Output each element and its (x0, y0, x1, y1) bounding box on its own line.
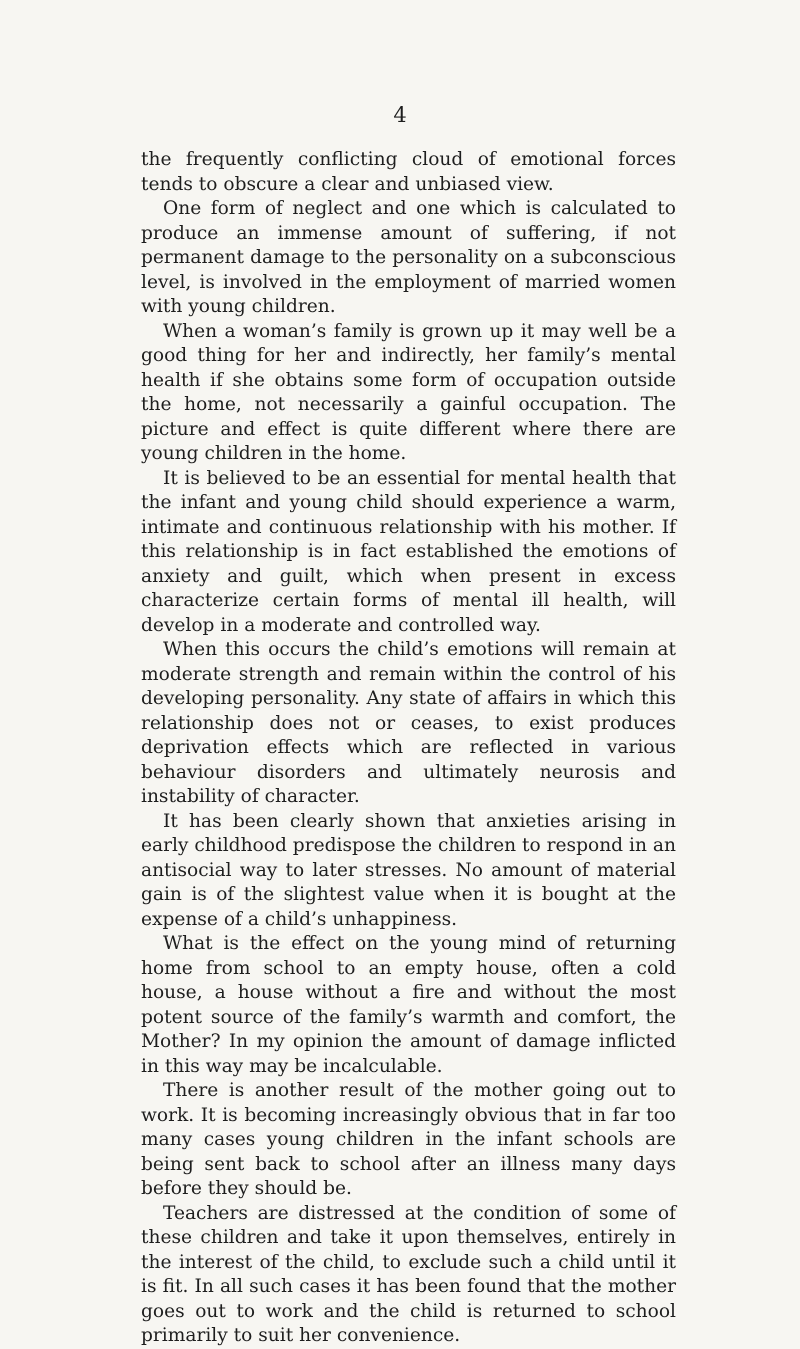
paragraph: Teachers are distressed at the condition of some of these children and take it upon themselves, entirely in the interest of the child, to exclude such a child until it is fit. In all such cases it has been found that the mother goes out to work and the child is returned to school primarily to suit her convenience. (141, 1202, 676, 1346)
paragraph: One form of neglect and one which is calculated to produce an immense amount of suffering, if not permanent damage to the personality on a subconscious level, is involved in the employment of married women with young children. (141, 198, 676, 317)
page-number: 4 (393, 103, 407, 127)
paragraph: When this occurs the child’s emotions will remain at moderate strength and remain within the control of his developing personality. Any state of affairs in which this relationship does not or ceases, to exist produces deprivation effects which are reflected in various behaviour disorders and ultimately neurosis and instability of character. (141, 639, 676, 807)
paragraph: There is another result of the mother going out to work. It is becoming increasingly obvious that in far too many cases young children in the infant schools are being sent back to school after an illness many days before they should be. (141, 1080, 676, 1199)
paragraph: What is the effect on the young mind of returning home from school to an empty house, often a cold house, a house without a fire and without the most potent source of the family’s warmth and comfort, the Mother? In my opinion the amount of damage inflicted in this way may be incalculable. (141, 933, 676, 1077)
paragraph: When a woman’s family is grown up it may well be a good thing for her and indirectly, her family’s mental health if she obtains some form of occupation outside the home, not necessarily a gainful occupation. The picture and effect is quite different where there are young children in the home. (141, 320, 676, 464)
paragraph: It has been clearly shown that anxieties arising in early childhood predispose the children to respond in an antisocial way to later stresses. No amount of material gain is of the slightest value when it is bought at the expense of a child’s unhappiness. (141, 810, 676, 930)
paragraph: the frequently conflicting cloud of emotional forces tends to obscure a clear and unbiased view. (141, 149, 676, 195)
body-text (141, 148, 676, 1349)
paragraph: It is believed to be an essential for mental health that the infant and young child should experience a warm, intimate and continuous relationship with his mother. If this relationship is in fact established the emotions of anxiety and guilt, which when present in excess characterize certain forms of mental ill health, will develop in a moderate and controlled way. (141, 467, 676, 636)
